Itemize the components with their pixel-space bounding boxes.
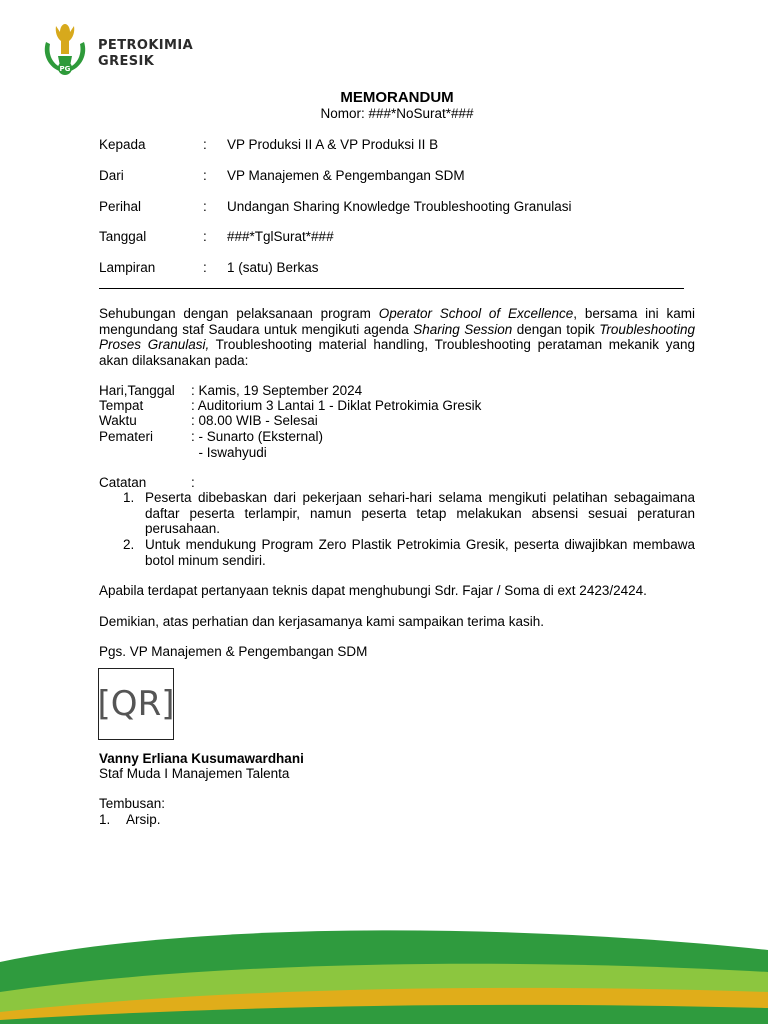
memo-number: Nomor: ###*NoSurat*### (320, 106, 474, 121)
petrokimia-emblem-icon (40, 20, 96, 76)
field-label: Dari (99, 168, 124, 183)
company-logo (40, 20, 200, 76)
footer-wave-decoration (0, 900, 768, 1024)
contact-paragraph: Apabila terdapat pertanyaan teknis dapat menghubungi Sdr. Fajar / Soma di ext 2423/2424. (99, 583, 647, 598)
logo-badge-text: PG (59, 65, 71, 73)
field-colon: : (203, 260, 207, 275)
note-text: Peserta dibebaskan dari pekerjaan sehari-hari selama mengikuti pelatihan sebagaimana daftar peserta terlampir, namun peserta tetap melakukan absensi sesuai peraturan perusahaan. (145, 490, 695, 536)
notes-colon: : (191, 475, 195, 490)
signatory-name: Vanny Erliana Kusumawardhani (99, 751, 304, 766)
event-label: Pemateri (99, 429, 154, 444)
field-value: Undangan Sharing Knowledge Troubleshooting Granulasi (227, 199, 572, 214)
signatory-position: Staf Muda I Manajemen Talenta (99, 766, 290, 781)
intro-program-name: Operator School of Excellence (378, 306, 574, 321)
cc-item-text: Arsip. (126, 812, 161, 827)
field-label: Perihal (99, 199, 142, 214)
cc-label: Tembusan: (99, 796, 166, 811)
field-label: Kepada (99, 137, 146, 152)
event-value: : Kamis, 19 September 2024 (191, 383, 363, 398)
event-label: Hari,Tanggal (99, 383, 175, 398)
qr-code-placeholder: [QR] (98, 668, 174, 740)
header-divider (99, 288, 684, 289)
field-value: ###*TglSurat*### (227, 229, 334, 244)
event-value: : Auditorium 3 Lantai 1 - Diklat Petrokimia Gresik (191, 398, 482, 413)
note-number: 1. (123, 490, 135, 505)
company-name-line1: PETROKIMIA (98, 38, 194, 53)
cc-item-number: 1. (99, 812, 111, 827)
cc-item (99, 812, 161, 827)
signatory-title: Pgs. VP Manajemen & Pengembangan SDM (99, 644, 368, 659)
field-label: Tanggal (99, 229, 147, 244)
event-value: - Iswahyudi (191, 445, 267, 460)
note-text: Untuk mendukung Program Zero Plastik Petrokimia Gresik, peserta diwajibkan membawa botol minum sendiri. (145, 537, 695, 568)
intro-text: , bersama ini kami mengundang staf Saudara untuk mengikuti agenda (99, 306, 695, 337)
closing-paragraph: Demikian, atas perhatian dan kerjasamanya kami sampaikan terima kasih. (99, 614, 544, 629)
field-colon: : (203, 229, 207, 244)
notes-label: Catatan (99, 475, 147, 490)
company-name-line2: GRESIK (98, 54, 155, 69)
field-value: VP Produksi II A & VP Produksi II B (227, 137, 439, 152)
intro-text: dengan topik (512, 321, 600, 337)
event-value: : - Sunarto (Eksternal) (191, 429, 324, 444)
field-label: Lampiran (99, 260, 156, 275)
intro-topic-name: Troubleshooting Proses Granulasi, (99, 321, 695, 352)
event-label: Tempat (99, 398, 144, 413)
memo-title: MEMORANDUM (340, 89, 454, 106)
intro-paragraph (99, 306, 695, 368)
event-value: : 08.00 WIB - Selesai (191, 413, 318, 428)
company-name (98, 38, 193, 70)
field-colon: : (203, 199, 207, 214)
event-label: Waktu (99, 413, 137, 428)
intro-agenda-name: Sharing Session (413, 321, 513, 337)
field-colon: : (203, 137, 207, 152)
field-colon: : (203, 168, 207, 183)
field-value: VP Manajemen & Pengembangan SDM (227, 168, 465, 183)
field-value: 1 (satu) Berkas (227, 260, 319, 275)
note-number: 2. (123, 537, 135, 552)
intro-text: Troubleshooting material handling, Troubleshooting perataman mekanik yang akan dilaksanakan pada: (99, 337, 696, 368)
intro-text: Sehubungan dengan pelaksanaan program (99, 306, 379, 321)
